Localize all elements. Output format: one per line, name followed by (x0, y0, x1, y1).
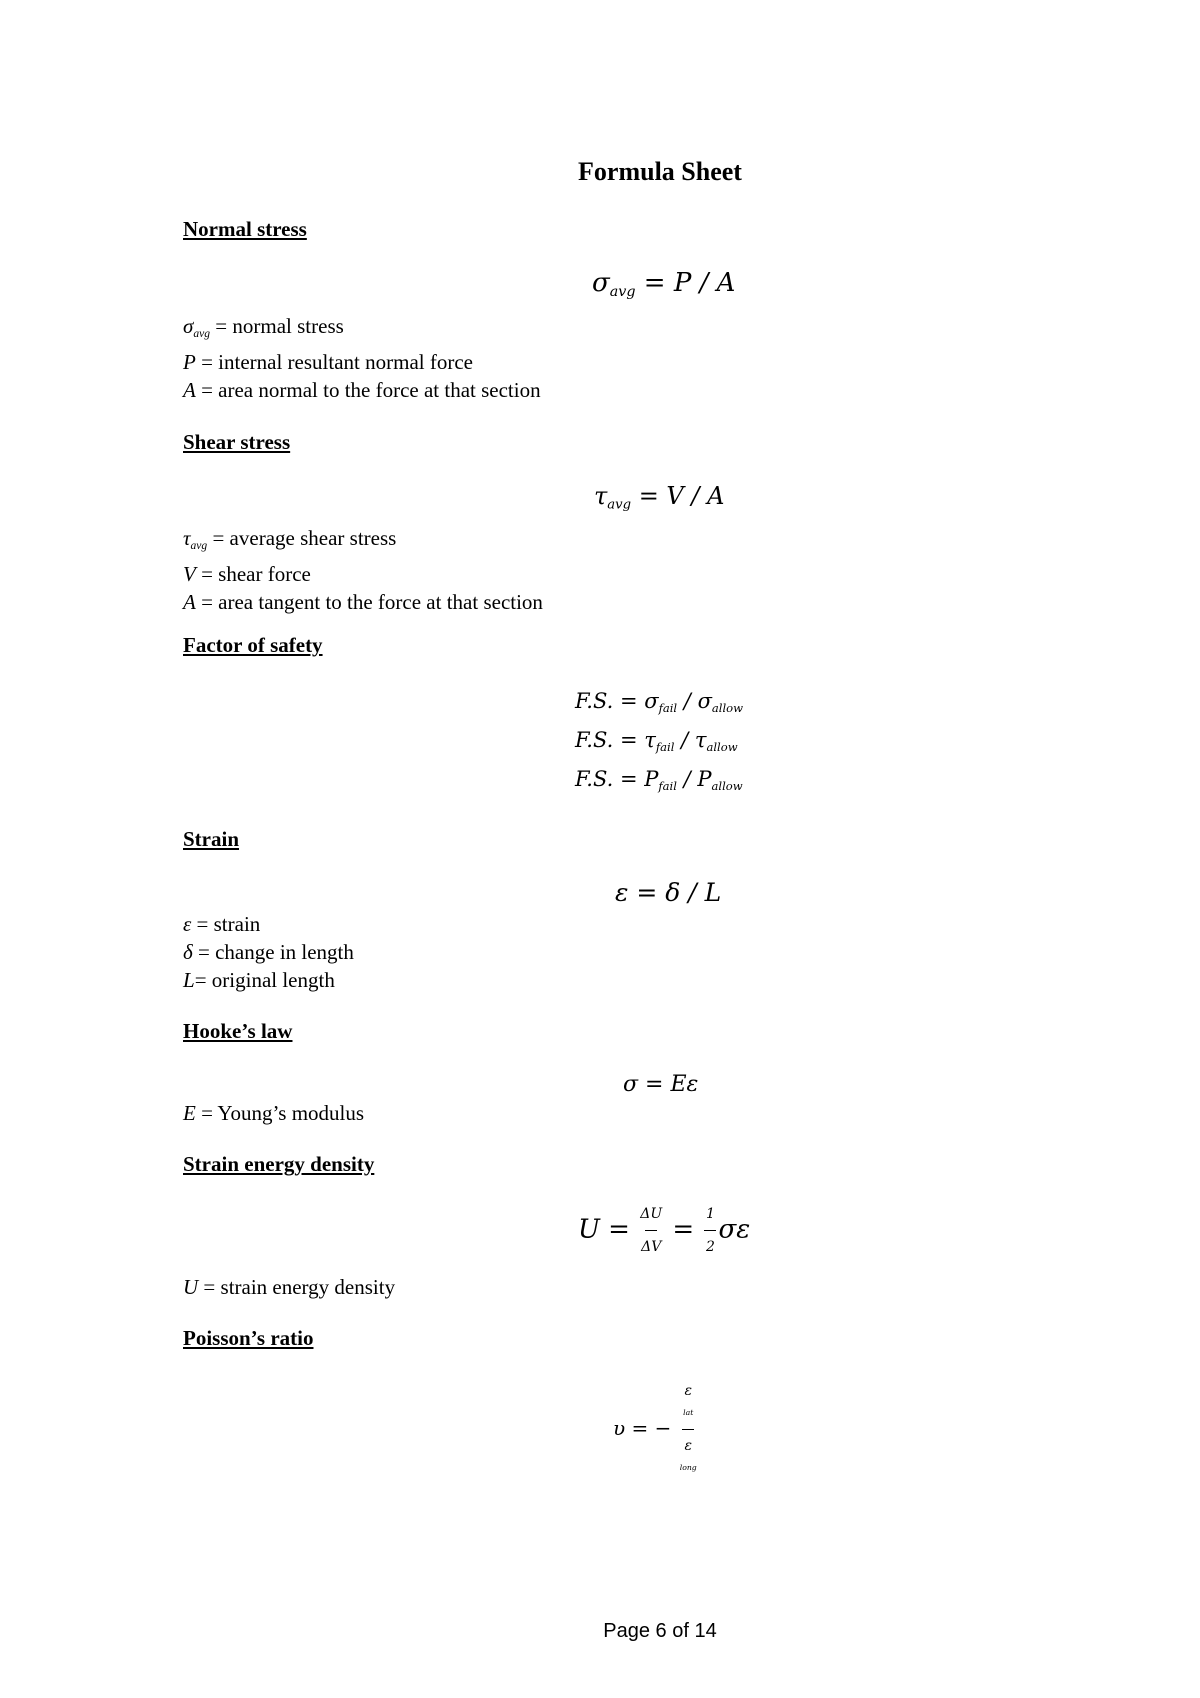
equation-hookes-law: σ = Eε (623, 1072, 699, 1097)
definition-line (183, 376, 541, 404)
denominator-sub: long (679, 1463, 697, 1472)
eq-rhs: = V / A (638, 482, 725, 510)
equation-fs-stress: F.S. = $\sigma_{fail} / \sigma_{allow}$ (575, 689, 744, 716)
def-text: = strain (191, 912, 261, 936)
def-text: = area tangent to the force at that section (195, 590, 543, 615)
heading-hookes-law: Hooke’s law (183, 1019, 293, 1043)
fs-lhs: F.S. = (575, 689, 645, 713)
equation-poissons-ratio (613, 1380, 699, 1479)
fs-numerator-sub: fail (655, 740, 675, 755)
definition-line (183, 524, 543, 560)
fraction-numerator: 1 (706, 1206, 715, 1222)
equation-fs-shear: F.S. = $\tau_{fail} / \tau_{allow}$ (575, 728, 738, 755)
heading-factor-of-safety: Factor of safety (183, 633, 323, 657)
equation-fs-load: F.S. = $P_{fail} / P_{allow}$ (575, 767, 743, 794)
def-text: = strain energy density (198, 1275, 396, 1299)
fraction-numerator: ΔU (640, 1206, 663, 1222)
fraction-numerator (680, 1380, 697, 1424)
def-symbol: ε (183, 912, 192, 936)
def-text: = Young’s modulus (195, 1101, 365, 1125)
def-symbol: A (183, 378, 196, 403)
fs-denominator-sub: allow (711, 701, 744, 716)
pr-lhs: υ = − (613, 1416, 672, 1440)
fraction-one-half (704, 1203, 716, 1258)
fs-lhs: F.S. = (575, 728, 645, 752)
heading-poissons-ratio: Poisson’s ratio (183, 1326, 314, 1350)
definition-line (183, 588, 543, 616)
fs-denominator: σ (697, 689, 712, 713)
def-subscript: avg (190, 540, 208, 553)
fraction-lat-long (680, 1380, 697, 1479)
heading-strain-energy-density: Strain energy density (183, 1152, 375, 1176)
definitions-normal-stress (183, 312, 541, 404)
numerator-sub: lat (683, 1408, 694, 1417)
definition-line (183, 966, 354, 994)
def-text: = area normal to the force at that section (195, 378, 541, 403)
def-symbol: V (183, 562, 196, 587)
fraction-bar (682, 1429, 694, 1430)
fs-denominator: P (697, 767, 712, 791)
def-symbol: A (183, 590, 196, 615)
eq-symbol: σ (592, 268, 610, 298)
definitions-strain-energy (183, 1273, 395, 1301)
eq-rhs: = P / A (643, 268, 736, 298)
heading-normal-stress: Normal stress (183, 217, 307, 241)
fraction-bar (645, 1230, 657, 1231)
definition-line (183, 910, 354, 938)
def-text: = original length (194, 968, 335, 992)
eq-subscript: avg (609, 284, 636, 300)
def-symbol: τ (183, 526, 191, 550)
definition-line (183, 312, 541, 348)
def-symbol: U (183, 1275, 199, 1299)
equation-normal-stress (592, 268, 735, 300)
fs-numerator: P (644, 767, 659, 791)
def-symbol: δ (183, 940, 193, 964)
def-symbol: E (183, 1101, 196, 1125)
fs-denominator-sub: allow (711, 779, 743, 794)
fs-denominator-sub: allow (706, 740, 738, 755)
fraction-denominator: 2 (706, 1239, 715, 1255)
fs-lhs: F.S. = (575, 767, 645, 791)
equation-shear-stress (594, 482, 724, 513)
heading-strain: Strain (183, 827, 240, 851)
fraction-denominator (680, 1435, 697, 1479)
def-text: = change in length (192, 940, 354, 964)
def-text: = internal resultant normal force (195, 350, 473, 375)
definition-line (183, 938, 354, 966)
definition-line (183, 348, 541, 376)
page-number-footer: Page 6 of 14 (603, 1620, 717, 1642)
page-title: Formula Sheet (578, 157, 742, 186)
fraction-du-dv (640, 1203, 662, 1258)
definition-line (183, 1273, 395, 1301)
heading-shear-stress: Shear stress (183, 430, 291, 454)
equation-strain-energy (578, 1203, 750, 1258)
def-text: = average shear stress (207, 526, 397, 550)
eq-subscript: avg (607, 497, 632, 513)
eq-symbol: τ (594, 482, 608, 510)
fs-numerator-sub: fail (658, 701, 678, 716)
fraction-denominator: ΔV (641, 1239, 662, 1255)
definitions-shear-stress (183, 524, 543, 616)
equation-strain: ε = δ / L (615, 878, 722, 907)
fs-denominator: τ (694, 728, 707, 752)
def-symbol: P (183, 350, 196, 375)
def-symbol: L (183, 968, 195, 992)
fs-numerator-sub: fail (658, 779, 677, 794)
fs-numerator: σ (644, 689, 659, 713)
def-text: = normal stress (210, 314, 344, 338)
se-tail: σε (718, 1214, 751, 1245)
definition-line (183, 1099, 364, 1127)
se-lhs: U = (578, 1214, 630, 1245)
definitions-hookes-law (183, 1099, 364, 1127)
definitions-strain (183, 910, 354, 994)
denominator-symbol: ε (684, 1438, 692, 1454)
definition-line (183, 560, 543, 588)
def-text: = shear force (195, 562, 311, 587)
numerator-symbol: ε (684, 1383, 692, 1399)
fs-numerator: τ (644, 728, 656, 752)
se-equals: = (672, 1214, 695, 1245)
fraction-bar (704, 1230, 716, 1231)
def-subscript: avg (193, 328, 211, 341)
def-symbol: σ (183, 314, 194, 338)
